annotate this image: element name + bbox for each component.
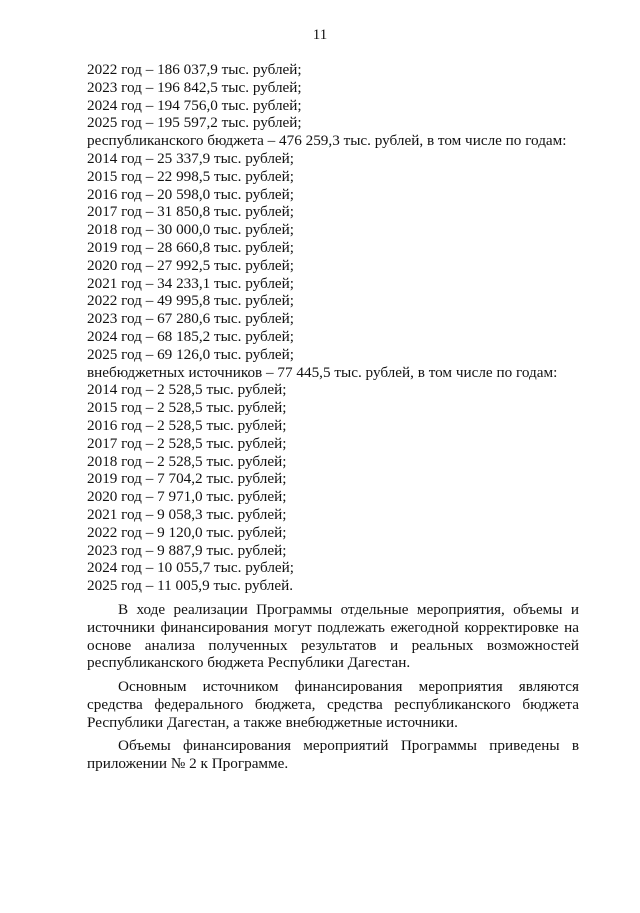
text-line: 2016 год – 20 598,0 тыс. рублей;: [87, 185, 295, 203]
text-line: 2023 год – 196 842,5 тыс. рублей;: [87, 78, 302, 96]
text-line: 2019 год – 7 704,2 тыс. рублей;: [87, 470, 287, 488]
text-line: 2019 год – 28 660,8 тыс. рублей;: [87, 238, 295, 256]
text-line: 2025 год – 11 005,9 тыс. рублей.: [87, 577, 294, 595]
paragraph-adjustment: В ходе реализации Программы отдельные мероприятия, объемы и источники финансирования могут подлежать ежегодной корректировке на основе анализа полученных результатов и реальных возможностей республиканского бюджета Республики Дагестан.: [87, 600, 579, 672]
text-line: 2017 год – 2 528,5 тыс. рублей;: [87, 434, 287, 452]
text-line: 2024 год – 194 756,0 тыс. рублей;: [87, 96, 302, 114]
text-line: 2022 год – 186 037,9 тыс. рублей;: [87, 61, 302, 78]
text-line: 2017 год – 31 850,8 тыс. рублей;: [87, 203, 295, 221]
section-heading-extrabudgetary: внебюджетных источников – 77 445,5 тыс. рублей, в том числе по годам:: [87, 363, 558, 381]
text-line: 2020 год – 7 971,0 тыс. рублей;: [87, 488, 287, 506]
text-line: 2024 год – 68 185,2 тыс. рублей;: [87, 327, 295, 345]
text-line: 2015 год – 2 528,5 тыс. рублей;: [87, 399, 287, 417]
text-line: 2020 год – 27 992,5 тыс. рублей;: [87, 256, 295, 274]
text-line: 2022 год – 49 995,8 тыс. рублей;: [87, 292, 295, 310]
text-line: 2018 год – 30 000,0 тыс. рублей;: [87, 221, 295, 239]
page-number: 11: [312, 27, 328, 43]
text-line: 2018 год – 2 528,5 тыс. рублей;: [87, 452, 287, 470]
text-line: 2025 год – 195 597,2 тыс. рублей;: [87, 114, 302, 132]
text-line: 2023 год – 67 280,6 тыс. рублей;: [87, 310, 295, 328]
paragraph-appendix-reference: Объемы финансирования мероприятий Программы приведены в приложении № 2 к Программе.: [87, 737, 579, 773]
text-line: 2016 год – 2 528,5 тыс. рублей;: [87, 416, 287, 434]
text-line: 2021 год – 9 058,3 тыс. рублей;: [87, 505, 287, 523]
text-line: 2015 год – 22 998,5 тыс. рублей;: [87, 167, 295, 185]
text-line: 2014 год – 25 337,9 тыс. рублей;: [87, 149, 295, 167]
text-line: 2022 год – 9 120,0 тыс. рублей;: [87, 523, 287, 541]
section-heading-republican-budget: республиканского бюджета – 476 259,3 тыс. рублей, в том числе по годам:: [87, 132, 567, 150]
text-line: 2024 год – 10 055,7 тыс. рублей;: [87, 559, 295, 577]
text-line: 2025 год – 69 126,0 тыс. рублей;: [87, 345, 295, 363]
paragraph-funding-sources: Основным источником финансирования мероприятия являются средства федерального бюджета, средства республиканского бюджета Республики Дагестан, а также внебюджетные источники.: [87, 678, 579, 731]
text-line: 2023 год – 9 887,9 тыс. рублей;: [87, 541, 287, 559]
text-line: 2014 год – 2 528,5 тыс. рублей;: [87, 381, 287, 399]
text-line: 2021 год – 34 233,1 тыс. рублей;: [87, 274, 295, 292]
document-body: [87, 61, 579, 773]
